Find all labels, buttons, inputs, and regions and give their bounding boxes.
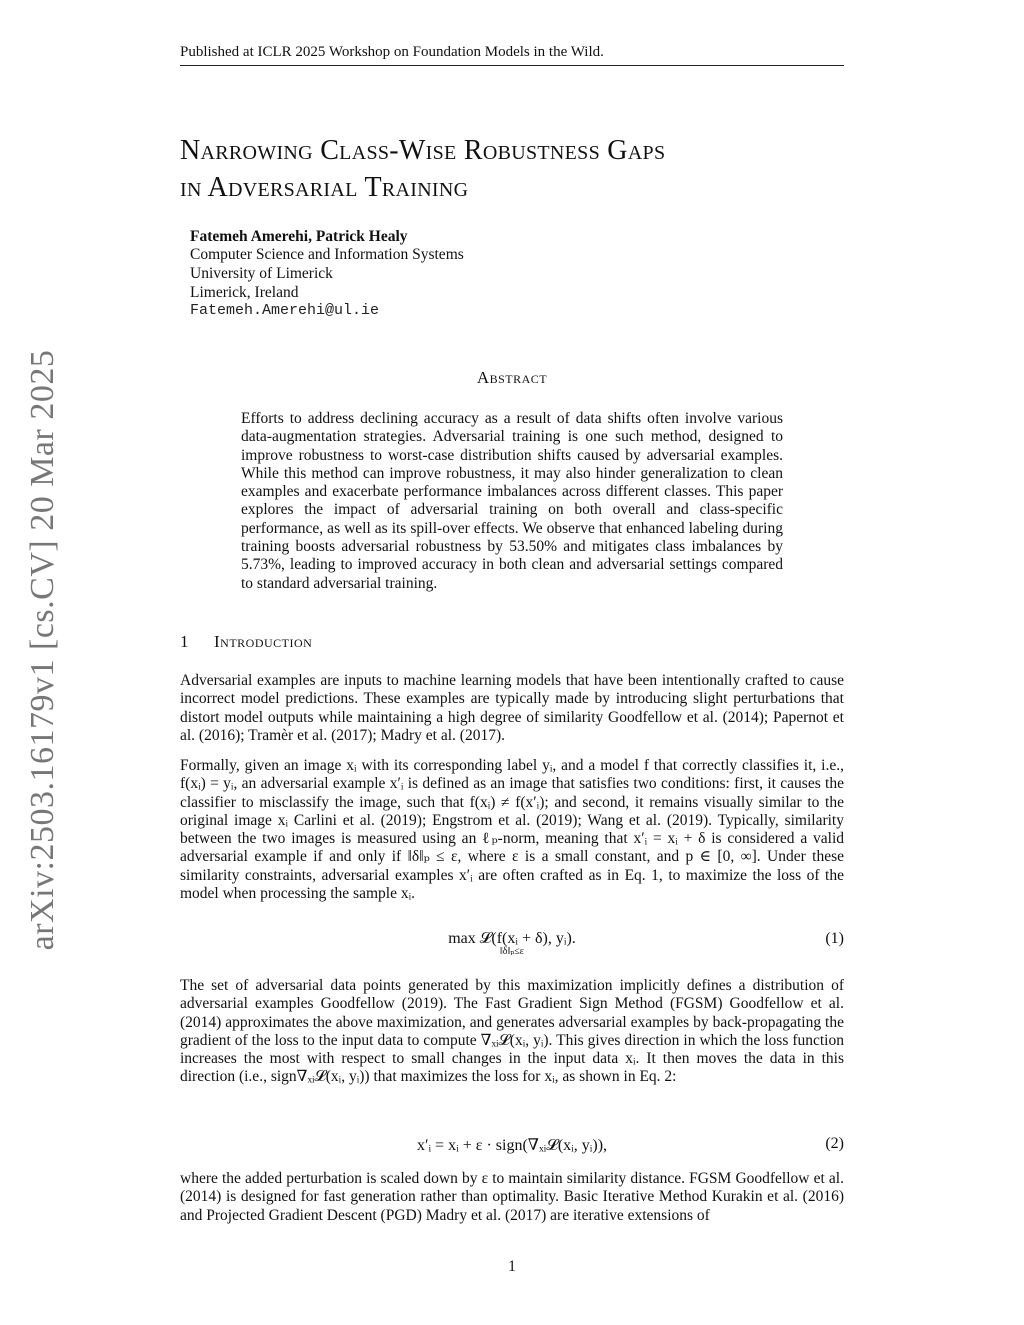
arxiv-identifier: arXiv:2503.16179v1 [cs.CV] 20 Mar 2025 [24, 349, 61, 951]
section-title: Introduction [214, 632, 313, 651]
section-heading [180, 632, 312, 652]
equation-2-number: (2) [825, 1135, 844, 1152]
author-names: Fatemeh Amerehi, Patrick Healy [190, 228, 408, 245]
title-line-2: in Adversarial Training [180, 172, 469, 203]
section-number: 1 [180, 632, 189, 651]
affiliation-location: Limerick, Ireland [190, 284, 299, 301]
intro-paragraph-4: where the added perturbation is scaled down by ε to maintain similarity distance. FGSM Goodfellow et al. (2014) is designed for fast generation rather than optimality. Basic Iterative Method Kurakin et al. (2016) and Projected Gradient Descent (PGD) Madry et al. (2017) are iterative extensions of [180, 1170, 844, 1224]
equation-1-number: (1) [825, 930, 844, 947]
equation-1-expression: max 𝓛(f(xᵢ + δ), yᵢ). [448, 930, 576, 947]
running-header: Published at ICLR 2025 Workshop on Foundation Models in the Wild. [180, 44, 604, 60]
author-email: Fatemeh.Amerehi@ul.ie [190, 302, 380, 319]
intro-paragraph-2: Formally, given an image xᵢ with its corresponding label yᵢ, and a model f that correctly classifies it, i.e., f(xᵢ) = yᵢ, an adversarial example x′ᵢ is defined as an image that satisfies two conditions: first, it causes the classifier to misclassify the image, such that f(xᵢ) ≠ f(x′ᵢ); and second, it remains visually similar to the original image xᵢ Carlini et al. (2019); Engstrom et al. (2019); Wang et al. (2019). Typically, similarity between the two images is measured using an ℓₚ-norm, meaning that x′ᵢ = xᵢ + δ is considered a valid adversarial example if and only if ‖δ‖ₚ ≤ ε, where ε is a small constant, and p ∈ [0, ∞]. Under these similarity constraints, adversarial examples x′ᵢ are often crafted as in Eq. 1, to maximize the loss of the model when processing the sample xᵢ. [180, 757, 844, 903]
page-number: 1 [508, 1258, 516, 1275]
intro-paragraph-3: The set of adversarial data points generated by this maximization implicitly defines a distribution of adversarial examples Goodfellow (2019). The Fast Gradient Sign Method (FGSM) Goodfellow et al. (2014) approximates the above maximization, and generates adversarial examples by back-propagating the gradient of the loss to the input data to compute ∇ₓᵢ𝓛(xᵢ, yᵢ). This gives direction in which the loss function increases the most with respect to small changes in the input data xᵢ. It then moves the data in this direction (i.e., sign∇ₓᵢ𝓛(xᵢ, yᵢ)) that maximizes the loss for xᵢ, as shown in Eq. 2: [180, 977, 844, 1086]
paper-title [180, 132, 844, 206]
abstract-text: Efforts to address declining accuracy as a result of data shifts often involve various data-augmentation strategies. Adversarial training is one such method, designed to improve robustness to worst-case distribution shifts caused by adversarial examples. While this method can improve robustness, it may also hinder generalization to clean examples and exacerbate performance imbalances across different classes. This paper explores the impact of adversarial training on both overall and class-specific performance, as well as its spill-over effects. We observe that enhanced labeling during training boosts adversarial robustness by 53.50% and mitigates class imbalances by 5.73%, leading to improved accuracy in both clean and adversarial settings compared to standard adversarial training. [241, 410, 783, 592]
affiliation-department: Computer Science and Information Systems [190, 246, 464, 263]
intro-paragraph-1: Adversarial examples are inputs to machine learning models that have been intentionally crafted to cause incorrect model predictions. These examples are typically made by introducing slight perturbations that distort model outputs while maintaining a high degree of similarity Goodfellow et al. (2014); Papernot et al. (2016); Tramèr et al. (2017); Madry et al. (2017). [180, 672, 844, 744]
header-rule [180, 65, 844, 66]
abstract-heading: Abstract [476, 368, 548, 387]
equation-2-expression: x′ᵢ = xᵢ + ε · sign(∇ₓᵢ𝓛(xᵢ, yᵢ)), [416, 1137, 608, 1154]
equation-1-subscript: ‖δ‖ₚ≤ε [499, 946, 524, 957]
title-line-1: Narrowing Class-Wise Robustness Gaps [180, 135, 666, 166]
affiliation-university: University of Limerick [190, 265, 333, 282]
equation-1 [180, 930, 844, 964]
